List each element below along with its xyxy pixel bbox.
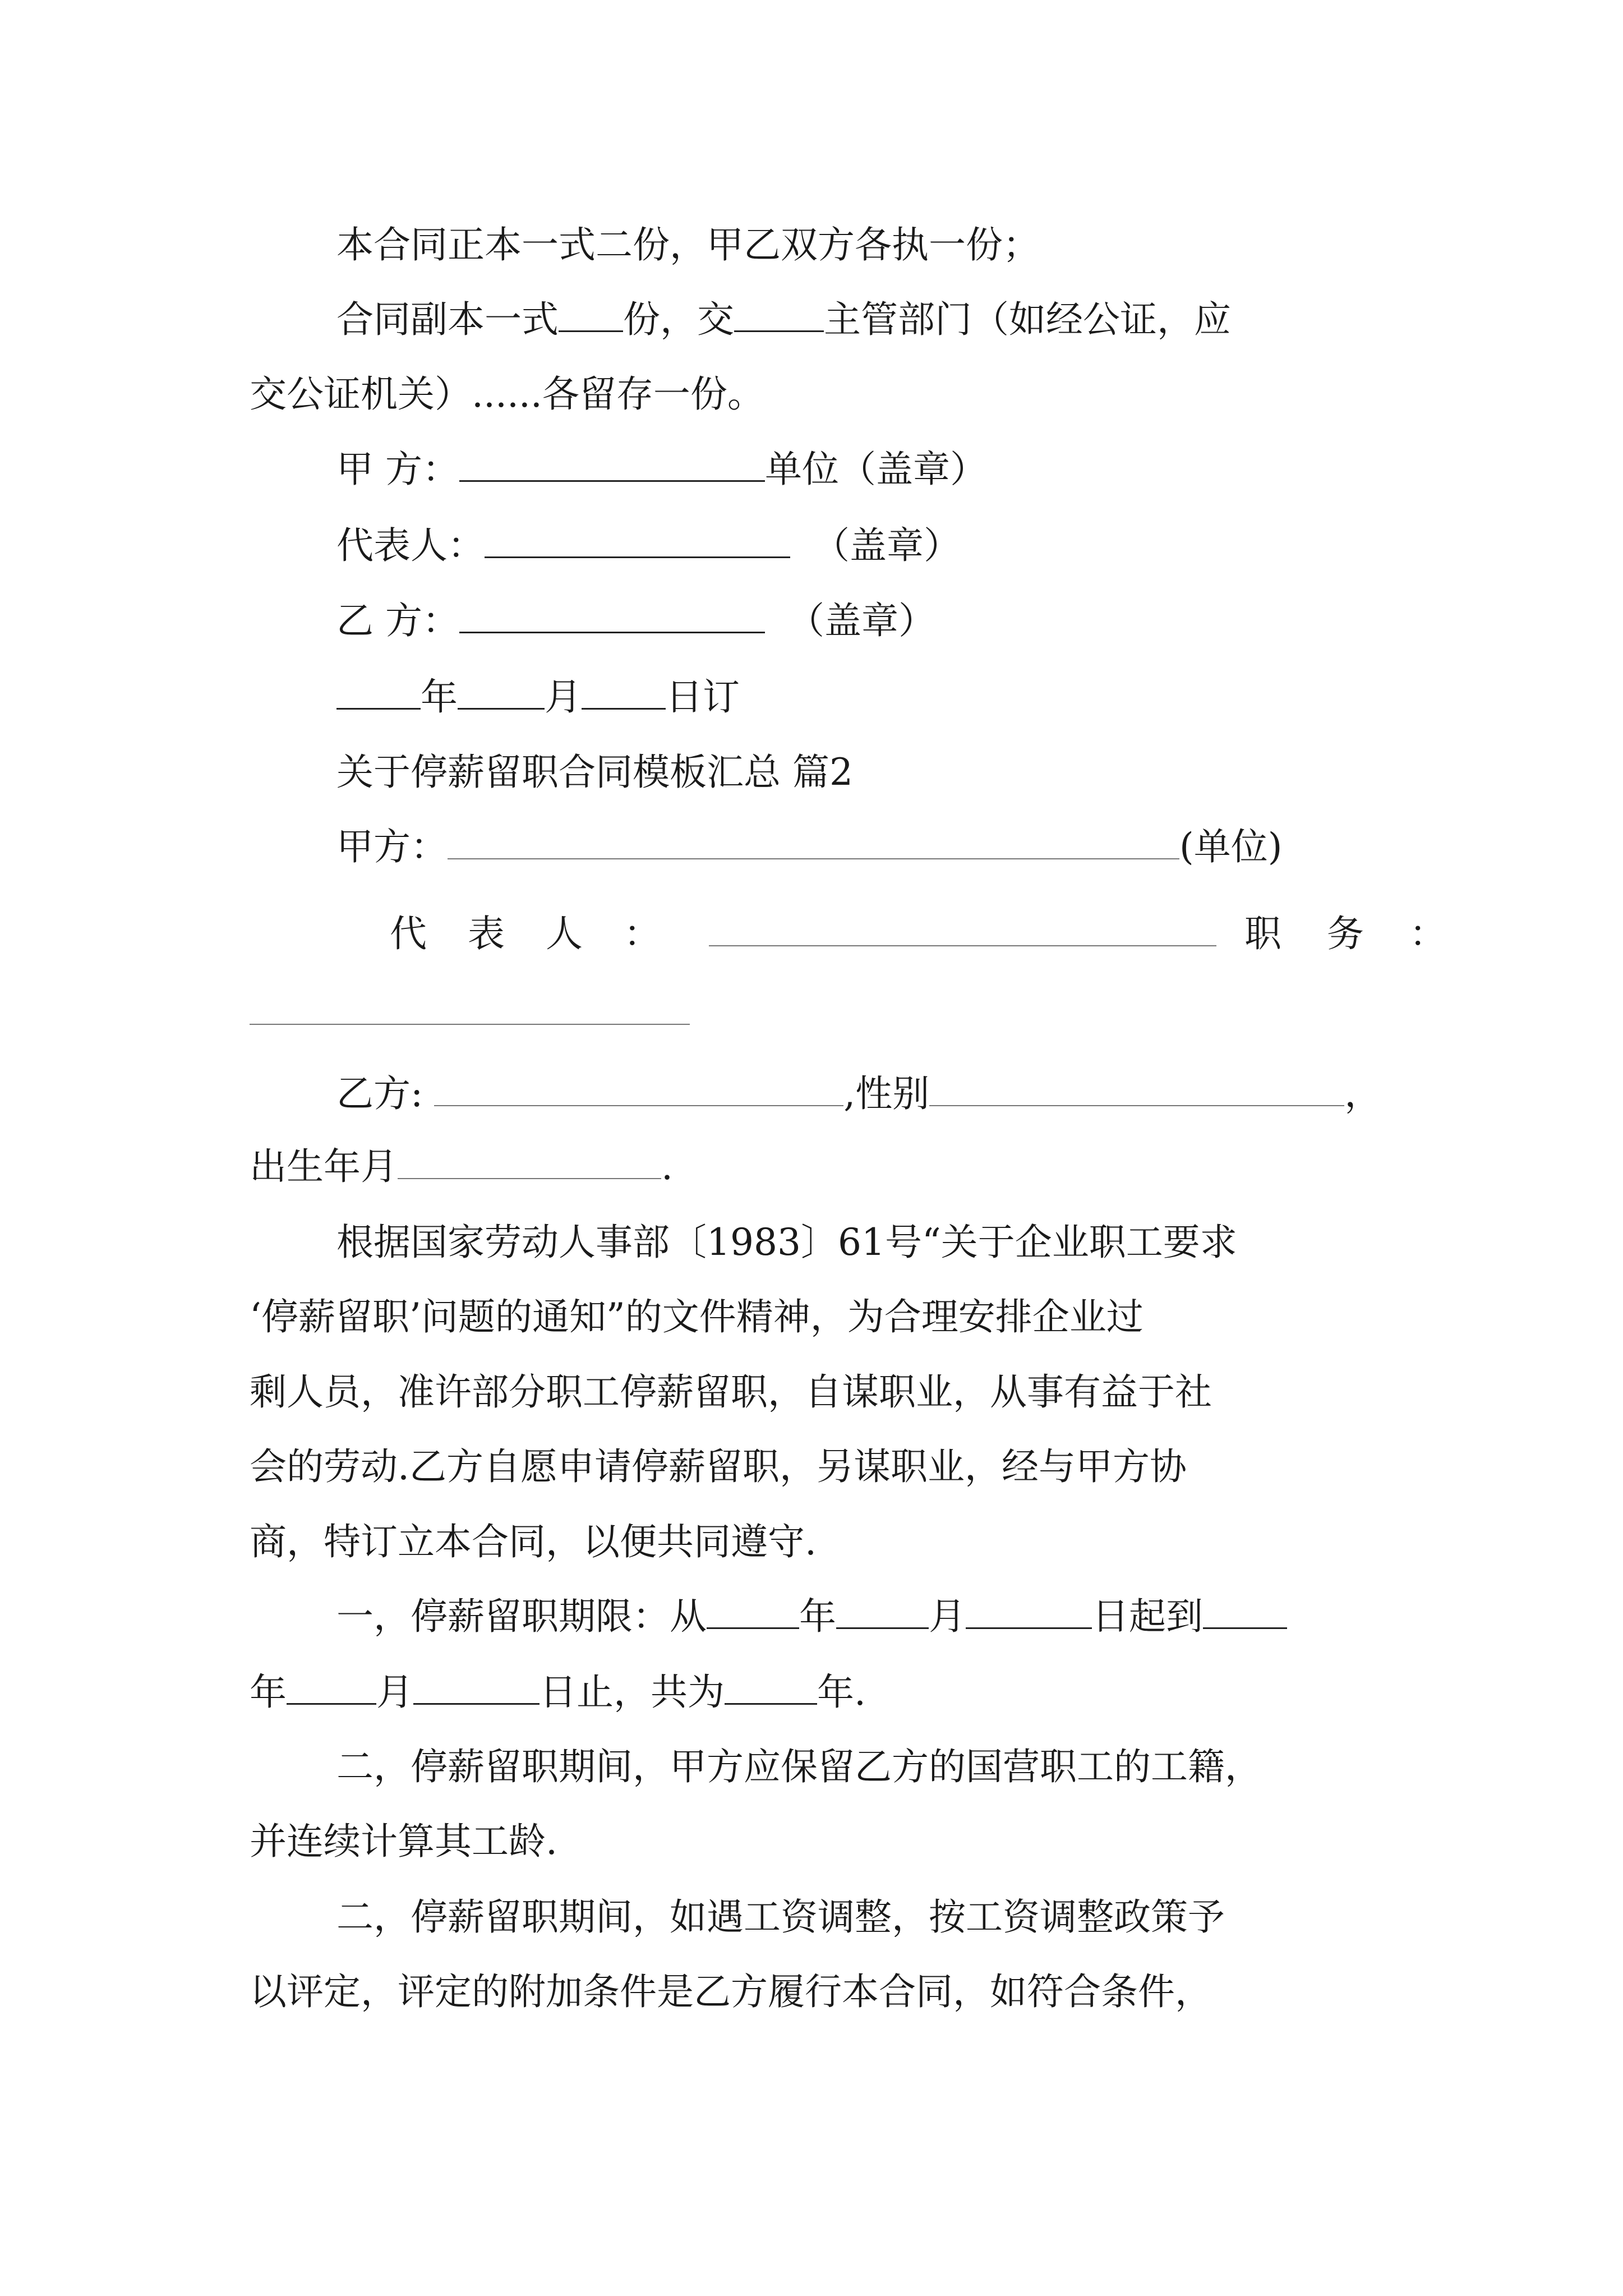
- birth-date-field[interactable]: [398, 1143, 661, 1179]
- text: 剩人员，准许部分职工停薪留职，自谋职业，从事有益于社: [250, 1370, 1212, 1414]
- text: 以评定，评定的附加条件是乙方履行本合同，如符合条件，: [250, 1970, 1212, 2013]
- clause-3-cont: [250, 1967, 1212, 2017]
- text: 年: [250, 1671, 287, 1714]
- end-year-field[interactable]: [1203, 1593, 1287, 1629]
- party-a-field[interactable]: [459, 445, 765, 482]
- year-field[interactable]: [336, 673, 421, 710]
- label: (单位): [1179, 825, 1283, 868]
- text: 二，停薪留职期间，如遇工资调整，按工资调整政策予: [336, 1895, 1225, 1939]
- section-heading: [336, 747, 853, 798]
- label: ，: [1344, 1072, 1382, 1115]
- birth-date-row: [250, 1142, 673, 1192]
- party-a-unit-field[interactable]: [448, 823, 1179, 859]
- paragraph-basis-cont: [250, 1292, 1144, 1342]
- clause-2-cont: [250, 1816, 557, 1867]
- clause-3: [336, 1892, 1225, 1943]
- paragraph-basis-cont: [250, 1517, 817, 1567]
- fill-blank[interactable]: [559, 296, 623, 332]
- label: 月: [545, 675, 582, 719]
- label: 乙 方：: [336, 599, 459, 642]
- label: 单位（盖章）: [764, 448, 987, 491]
- signature-party-b: [336, 596, 935, 646]
- representative-field[interactable]: [485, 522, 790, 558]
- label: （盖章）: [813, 524, 961, 567]
- contract-party-b: [336, 1069, 1381, 1119]
- text: 合同副本一式: [336, 298, 559, 341]
- paragraph-copies-duplicate-cont: [250, 369, 764, 420]
- text: 二，停薪留职期间，甲方应保留乙方的国营职工的工籍，: [336, 1745, 1262, 1788]
- text: 根据国家劳动人事部〔1983〕61号“关于企业职工要求: [336, 1221, 1237, 1264]
- label: 出生年月: [250, 1145, 398, 1188]
- label: 日订: [666, 675, 740, 719]
- end-day-field[interactable]: [413, 1668, 540, 1705]
- text: 月: [376, 1671, 413, 1714]
- clause-1-cont: [250, 1667, 866, 1718]
- party-b-name-field[interactable]: [434, 1070, 843, 1106]
- text: 份，交: [623, 298, 734, 341]
- label: 职 务 ：: [1244, 912, 1463, 955]
- representative-field[interactable]: [709, 910, 1216, 946]
- position-field[interactable]: [250, 989, 690, 1025]
- text: 年.: [817, 1671, 866, 1714]
- text: 月: [929, 1595, 966, 1638]
- label: ,性别: [843, 1072, 930, 1115]
- label: .: [661, 1145, 673, 1188]
- position-field-row: [250, 987, 690, 1038]
- label: （盖章）: [787, 599, 935, 642]
- text: 会的劳动.乙方自愿申请停薪留职，另谋职业，经与甲方协: [250, 1445, 1187, 1488]
- label: 乙方:: [336, 1072, 423, 1115]
- day-field[interactable]: [582, 673, 666, 710]
- text: 日止，共为: [540, 1671, 725, 1714]
- gender-field[interactable]: [929, 1070, 1344, 1106]
- contract-representative-row: [390, 909, 1463, 959]
- heading-text: 关于停薪留职合同模板汇总 篇2: [336, 751, 853, 794]
- start-day-field[interactable]: [966, 1593, 1092, 1629]
- end-month-field[interactable]: [287, 1668, 376, 1705]
- start-month-field[interactable]: [836, 1593, 929, 1629]
- text: 商，特订立本合同，以便共同遵守.: [250, 1520, 817, 1563]
- clause-2: [336, 1742, 1262, 1792]
- total-years-field[interactable]: [725, 1668, 817, 1705]
- label: 代表人：: [336, 524, 485, 567]
- clause-1: [336, 1591, 1287, 1642]
- paragraph-basis-cont: [250, 1442, 1187, 1492]
- label: 甲方：: [336, 825, 448, 868]
- signature-party-a: [336, 444, 987, 495]
- text: 主管部门（如经公证，应: [824, 298, 1231, 341]
- contract-party-a: [336, 822, 1283, 872]
- label: 甲 方：: [336, 448, 459, 491]
- signature-representative: [336, 521, 961, 571]
- text: 并连续计算其工龄.: [250, 1820, 557, 1863]
- month-field[interactable]: [458, 673, 545, 710]
- label: 年: [421, 675, 458, 719]
- paragraph-copies-duplicate: [336, 295, 1231, 345]
- paragraph-copies-original: [336, 220, 1040, 270]
- text: 日起到: [1092, 1595, 1203, 1638]
- signature-date: [336, 672, 740, 723]
- text: 本合同正本一式二份，甲乙双方各执一份；: [336, 223, 1040, 266]
- paragraph-basis: [336, 1217, 1237, 1268]
- text: ‘停薪留职’问题的通知”的文件精神，为合理安排企业过: [250, 1295, 1144, 1338]
- start-year-field[interactable]: [707, 1593, 799, 1629]
- label: 代 表 人 ：: [390, 912, 675, 955]
- text: 交公证机关）......各留存一份。: [250, 372, 764, 416]
- fill-blank[interactable]: [734, 296, 824, 332]
- text: 一，停薪留职期限：从: [336, 1595, 707, 1638]
- paragraph-basis-cont: [250, 1367, 1212, 1418]
- text: 年: [799, 1595, 836, 1638]
- party-b-field[interactable]: [459, 597, 765, 633]
